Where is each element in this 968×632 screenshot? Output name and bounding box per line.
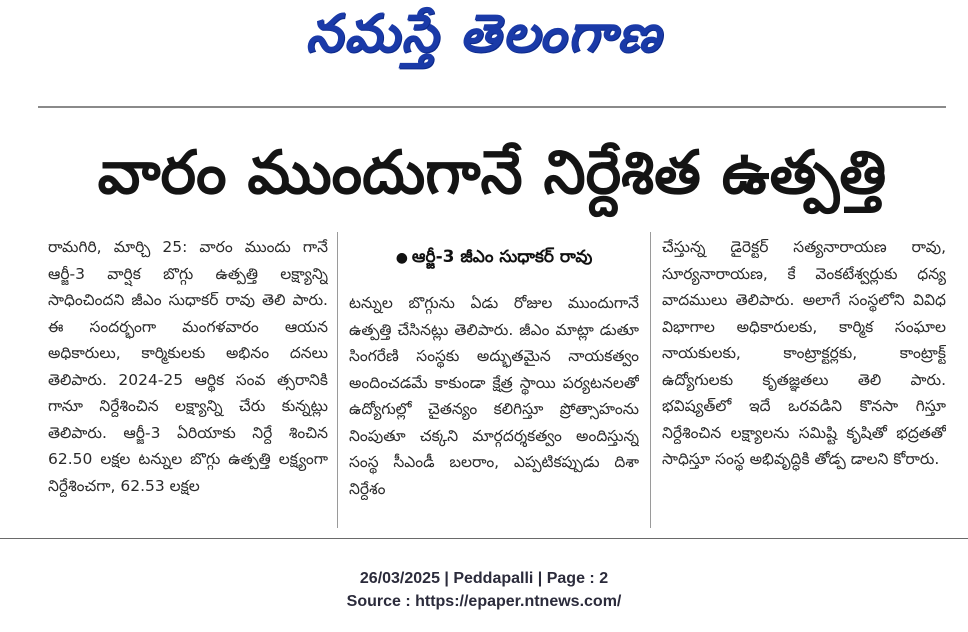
bullet-icon: ● <box>395 250 408 266</box>
masthead <box>0 0 968 80</box>
footer-source-line[interactable]: Source : https://epaper.ntnews.com/ <box>346 593 622 610</box>
byline <box>349 247 639 271</box>
column-3-text: చేస్తున్న డైరెక్టర్ సత్యనారాయణ రావు, సూర్యనారాయణ, కే వెంకటేశ్వర్లుకు ధన్య వాదములు తెలిపారు. అలాగే సంస్థలోని వివిధ విభాగాల అధికారులకు, కార్మిక సంఘాల నాయకులకు, కాంట్రాక్టర్లకు, కాంట్రాక్ట్ ఉద్యోగులకు కృతజ్ఞతలు తెలి పారు. భవిష్యత్‌లో ఇదే ఒరవడిని కొనసా గిస్తూ నిర్దేశించిన లక్ష్యాలను సమిష్టి కృషితో భద్రతతో సాధిస్తూ సంస్థ అభివృద్ధికి తోడ్ప డాలని కోరారు. <box>662 238 946 468</box>
top-divider <box>38 106 946 108</box>
footer-date-line: 26/03/2025 | Peddapalli | Page : 2 <box>359 570 609 587</box>
article-column-2 <box>349 290 639 525</box>
article-column-3 <box>662 234 946 524</box>
column-2-text: టన్నుల బొగ్గును ఏడు రోజుల ముందుగానే ఉత్పత్తి చేసినట్లు తెలిపారు. జీఎం మాట్లా డుతూ సింగరేణి సంస్థకు అద్భుతమైన నాయకత్వం అందించడమే కాకుండా క్షేత్ర స్థాయి పర్యటనలతో ఉద్యోగుల్లో చైతన్యం కలిగిస్తూ ప్రోత్సాహంను నింపుతూ చక్కని మార్గదర్శకత్వం అందిస్తున్న సంస్థ సీఎండీ బలరాం, ఎప్పటికప్పుడు దిశా నిర్దేశం <box>349 294 639 498</box>
column-1-text: రామగిరి, మార్చి 25: వారం ముందు గానే ఆర్జీ-3 వార్షిక బొగ్గు ఉత్పత్తి లక్ష్యాన్ని సాధించిందని జీఎం సుధాకర్ రావు తెలి పారు. ఈ సందర్భంగా మంగళవారం ఆయన అధికారులు, కార్మికులకు అభినం దనలు తెలిపారు. 2024-25 ఆర్థిక సంవ త్సరానికి గానూ నిర్దేశించిన లక్ష్యాన్ని చేరు కున్నట్లు తెలిపారు. ఆర్జీ-3 ఏరియాకు నిర్దే శించిన 62.50 లక్షల టన్నుల బొగ్గు ఉత్పత్తి లక్ష్యంగా నిర్దేశించగా, 62.53 లక్షల <box>48 238 328 495</box>
headline: వారం ముందుగానే నిర్దేశిత ఉత్పత్తి <box>97 138 887 208</box>
column-divider-2 <box>650 232 651 528</box>
newspaper-logo: నమస్తే తెలంగాణ <box>305 4 663 64</box>
bottom-divider <box>0 538 968 539</box>
article-column-1 <box>48 234 328 524</box>
column-divider-1 <box>337 232 338 528</box>
byline-text: ఆర్జీ-3 జీఎం సుధాకర్ రావు <box>411 247 593 267</box>
